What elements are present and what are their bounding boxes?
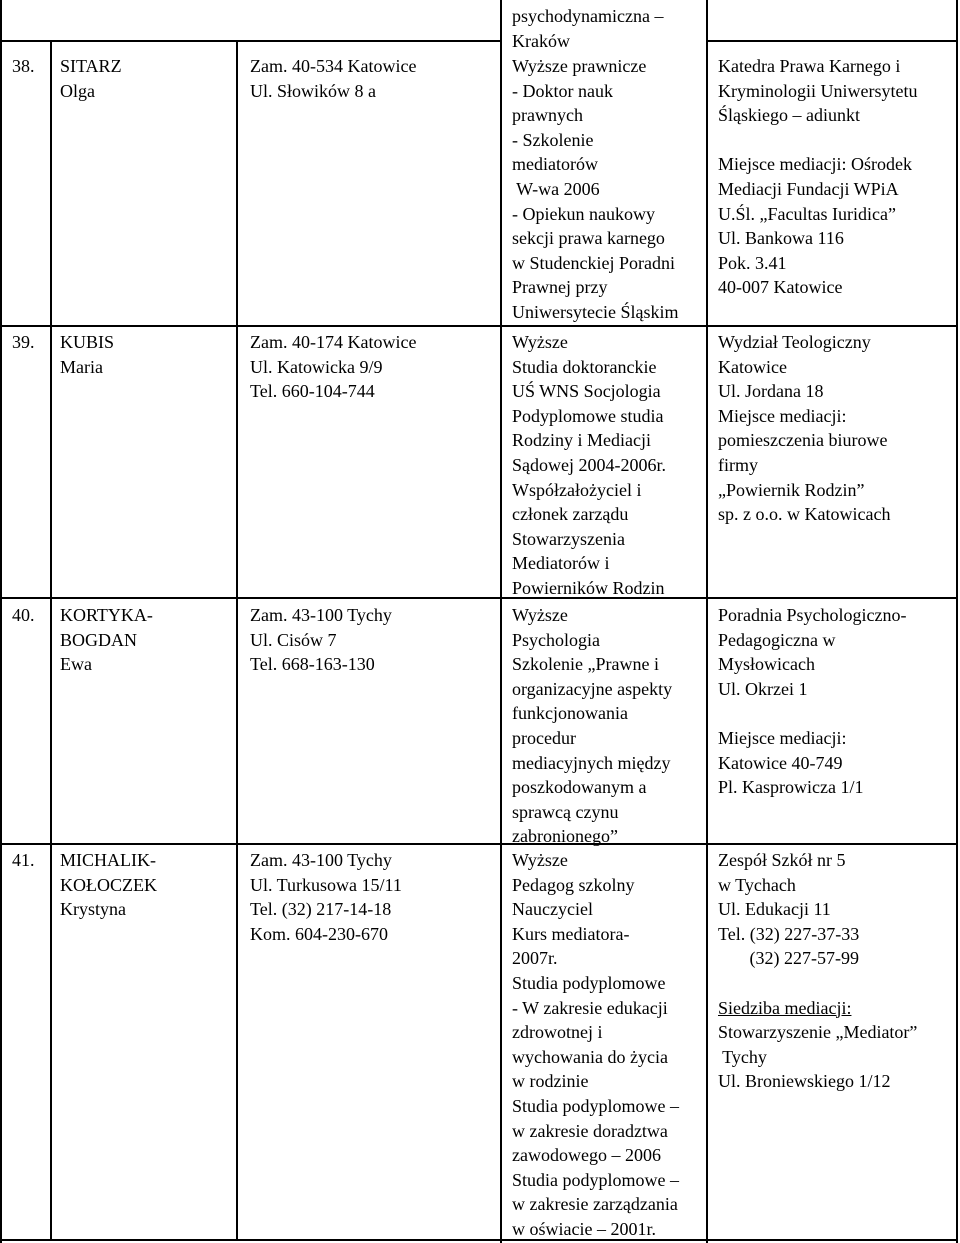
mediator-education: poszkodowanym a <box>512 777 647 798</box>
mediator-workplace: Pedagogiczna w <box>718 629 836 650</box>
column-divider <box>236 41 238 1241</box>
mediator-education: Studia podyplomowe – <box>512 1169 679 1190</box>
mediator-address: Zam. 43-100 Tychy <box>250 605 392 625</box>
row-number: 38. <box>12 56 35 76</box>
mediator-workplace: Śląskiego – adiunkt <box>718 105 860 126</box>
mediator-name: KOŁOCZEK <box>60 874 157 895</box>
mediator-workplace: Katowice <box>718 356 787 377</box>
mediator-education: - W zakresie edukacji <box>512 997 668 1018</box>
table-border-bottom <box>0 1239 958 1241</box>
mediator-education: Studia podyplomowe <box>512 973 666 993</box>
mediator-workplace: Ul. Edukacji 11 <box>718 899 831 920</box>
mediator-education: Wyższe prawnicze <box>512 56 647 76</box>
mediator-workplace: Ul. Jordana 18 <box>718 381 824 402</box>
mediator-education: zdrowotnej i <box>512 1022 603 1043</box>
mediator-education: w zakresie zarządzania <box>512 1194 678 1215</box>
mediator-workplace: sp. z o.o. w Katowicach <box>718 504 891 525</box>
mediator-address: Ul. Cisów 7 <box>250 629 337 650</box>
mediator-education: Pedagog szkolny <box>512 874 635 895</box>
mediator-education: Studia podyplomowe – <box>512 1096 679 1116</box>
mediator-education: w Studenckiej Poradni <box>512 252 675 273</box>
mediator-workplace: Pl. Kasprowicza 1/1 <box>718 777 864 798</box>
mediator-education: - Szkolenie <box>512 129 594 150</box>
mediator-name: KUBIS <box>60 332 115 352</box>
column-divider <box>50 41 52 1241</box>
mediator-address: Tel. (32) 217-14-18 <box>250 899 392 920</box>
mediator-education: w rodzinie <box>512 1071 589 1092</box>
mediator-education: Wyższe <box>512 332 568 352</box>
mediator-address: Ul. Katowicka 9/9 <box>250 356 383 377</box>
mediator-education: Powierników Rodzin <box>512 578 665 598</box>
mediator-education: mediatorów <box>512 154 598 175</box>
mediator-workplace: Siedziba mediacji: <box>718 997 852 1018</box>
mediator-education: Rodziny i Mediacji <box>512 430 651 451</box>
mediator-education: 2007r. <box>512 948 558 969</box>
mediator-address: Zam. 40-174 Katowice <box>250 332 417 352</box>
mediator-workplace: Tychy <box>718 1046 767 1067</box>
mediator-workplace: firmy <box>718 455 758 475</box>
row-divider <box>0 843 958 845</box>
mediator-education: - Opiekun naukowy <box>512 203 655 224</box>
row-number: 40. <box>12 605 35 625</box>
mediator-education: Współzałożyciel i <box>512 479 642 500</box>
mediator-education: Wyższe <box>512 605 568 625</box>
mediator-workplace: 40-007 Katowice <box>718 277 843 298</box>
mediator-education: zawodowego – 2006 <box>512 1145 661 1166</box>
mediator-education: Nauczyciel <box>512 899 593 920</box>
mediator-workplace: Mediacji Fundacji WPiA <box>718 179 899 199</box>
mediator-education: - Doktor nauk <box>512 80 613 101</box>
mediator-address: Tel. 660-104-744 <box>250 381 375 402</box>
mediator-workplace: „Powiernik Rodzin” <box>718 479 865 500</box>
mediator-workplace: Mysłowicach <box>718 654 815 675</box>
continuation-line: psychodynamiczna – <box>512 6 664 26</box>
mediator-education: Sądowej 2004-2006r. <box>512 455 666 475</box>
mediator-workplace: Miejsce mediacji: <box>718 405 847 426</box>
mediator-education: UŚ WNS Socjologia <box>512 381 661 402</box>
row-divider <box>0 325 958 327</box>
mediator-workplace: Pok. 3.41 <box>718 252 787 273</box>
mediator-education: Kurs mediatora- <box>512 923 630 944</box>
mediator-education: Psychologia <box>512 629 600 650</box>
mediator-education: w zakresie doradztwa <box>512 1120 668 1141</box>
mediator-workplace: Ul. Okrzei 1 <box>718 678 808 699</box>
mediator-workplace: U.Śl. „Facultas Iuridica” <box>718 203 896 224</box>
mediator-workplace: Wydział Teologiczny <box>718 332 871 352</box>
mediator-address: Kom. 604-230-670 <box>250 923 388 944</box>
mediator-name: Maria <box>60 356 103 377</box>
mediator-workplace: Miejsce mediacji: Ośrodek <box>718 154 912 175</box>
table-border-left <box>0 0 2 1243</box>
mediator-address: Zam. 40-534 Katowice <box>250 56 417 76</box>
column-divider <box>706 0 708 1243</box>
mediator-workplace: Miejsce mediacji: <box>718 728 847 748</box>
mediator-education: sekcji prawa karnego <box>512 228 665 249</box>
mediator-education: Podyplomowe studia <box>512 405 664 426</box>
mediator-education: członek zarządu <box>512 504 629 525</box>
mediator-name: KORTYKA- <box>60 605 153 625</box>
mediator-education: Stowarzyszenia <box>512 528 625 549</box>
mediator-education: Studia doktoranckie <box>512 356 657 377</box>
mediator-education: W-wa 2006 <box>512 179 600 199</box>
mediator-workplace: (32) 227-57-99 <box>718 948 859 969</box>
mediator-education: wychowania do życia <box>512 1046 668 1067</box>
mediator-workplace: pomieszczenia biurowe <box>718 430 888 451</box>
mediator-workplace: Katedra Prawa Karnego i <box>718 56 901 76</box>
row-number: 39. <box>12 332 35 352</box>
column-divider <box>500 0 502 1243</box>
row-divider <box>0 597 958 599</box>
mediator-workplace: Ul. Broniewskiego 1/12 <box>718 1071 891 1092</box>
mediator-education: procedur <box>512 728 576 748</box>
mediator-name: Olga <box>60 80 95 101</box>
mediator-education: Mediatorów i <box>512 553 610 574</box>
mediator-education: funkcjonowania <box>512 703 628 724</box>
mediator-address: Ul. Słowików 8 a <box>250 80 376 101</box>
mediator-workplace: Stowarzyszenie „Mediator” <box>718 1022 918 1043</box>
table-border-right <box>956 0 958 1243</box>
mediator-workplace: Tel. (32) 227-37-33 <box>718 923 860 944</box>
mediator-workplace: Poradnia Psychologiczno- <box>718 605 907 625</box>
mediator-workplace: Katowice 40-749 <box>718 752 843 773</box>
mediator-workplace: w Tychach <box>718 874 796 895</box>
mediator-education: w oświacie – 2001r. <box>512 1219 656 1239</box>
mediator-workplace: Zespół Szkół nr 5 <box>718 850 846 870</box>
mediator-education: prawnych <box>512 105 583 126</box>
mediator-address: Ul. Turkusowa 15/11 <box>250 874 402 895</box>
mediator-address: Tel. 668-163-130 <box>250 654 375 675</box>
mediator-education: zabronionego” <box>512 826 618 847</box>
mediator-name: MICHALIK- <box>60 850 156 870</box>
row-divider <box>0 40 500 42</box>
mediator-education: Wyższe <box>512 850 568 870</box>
mediator-name: BOGDAN <box>60 629 138 650</box>
mediator-name: Ewa <box>60 654 92 675</box>
mediator-education: Szkolenie „Prawne i <box>512 654 659 675</box>
mediator-education: Prawnej przy <box>512 277 608 298</box>
mediator-address: Zam. 43-100 Tychy <box>250 850 392 870</box>
mediator-education: sprawcą czynu <box>512 801 619 822</box>
mediator-education: Uniwersytecie Śląskim <box>512 302 679 322</box>
row-divider <box>706 40 958 42</box>
continuation-line: Kraków <box>512 30 570 51</box>
mediator-workplace: Ul. Bankowa 116 <box>718 228 844 249</box>
row-number: 41. <box>12 850 35 870</box>
mediator-education: mediacyjnych między <box>512 752 671 773</box>
mediator-education: organizacyjne aspekty <box>512 678 673 699</box>
mediator-workplace: Kryminologii Uniwersytetu <box>718 80 918 101</box>
mediator-name: SITARZ <box>60 56 122 76</box>
mediator-name: Krystyna <box>60 899 126 920</box>
